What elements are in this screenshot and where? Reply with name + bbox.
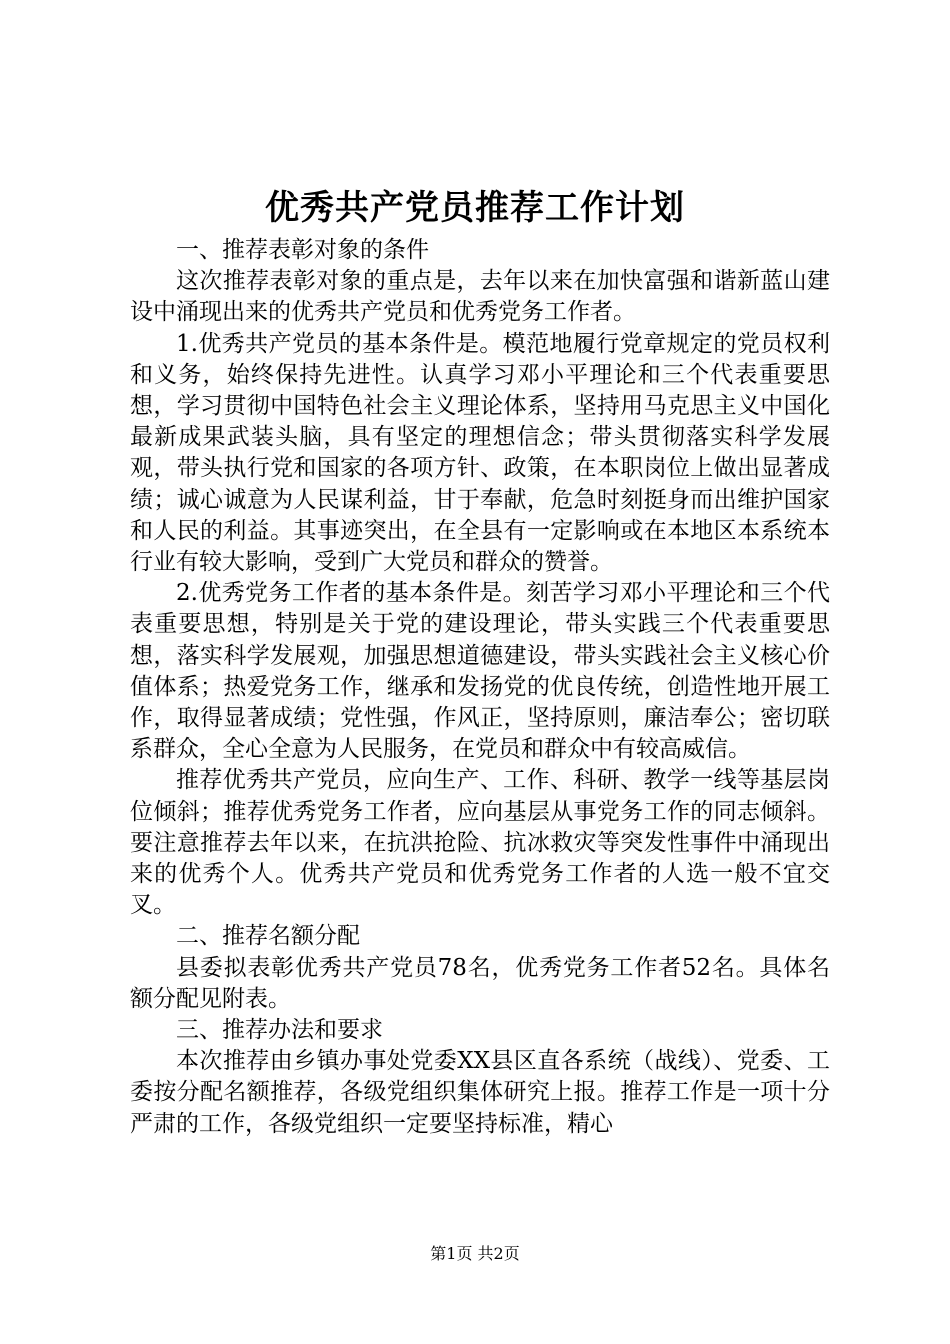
document-body [130, 235, 830, 1140]
section-heading-conditions: 一、推荐表彰对象的条件 [176, 237, 429, 263]
paragraph-method: 本次推荐由乡镇办事处党委XX县区直各系统（战线）、党委、工委按分配名额推荐，各级党组织集体研究上报。推荐工作是一项十分严肃的工作，各级党组织一定要坚持标准，精心 [130, 1048, 830, 1137]
paragraph-recommendation-focus: 推荐优秀共产党员，应向生产、工作、科研、教学一线等基层岗位倾斜；推荐优秀党务工作者，应向基层从事党务工作的同志倾斜。要注意推荐去年以来，在抗洪抢险、抗冰救灾等突发性事件中涌现出来的优秀个人。优秀共产党员和优秀党务工作者的人选一般不宜交叉。 [130, 767, 830, 919]
paragraph-focus: 这次推荐表彰对象的重点是，去年以来在加快富强和谐新蓝山建设中涌现出来的优秀共产党员和优秀党务工作者。 [130, 268, 830, 326]
paragraph-party-worker-conditions: 2.优秀党务工作者的基本条件是。刻苦学习邓小平理论和三个代表重要思想，特别是关于党的建设理论，带头实践三个代表重要思想，落实科学发展观，加强思想道德建设，带头实践社会主义核心价值体系；热爱党务工作，继承和发扬党的优良传统，创造性地开展工作，取得显著成绩；党性强，作风正，坚持原则，廉洁奉公；密切联系群众，全心全意为人民服务，在党员和群众中有较高威信。 [130, 580, 830, 763]
paragraph-quota: 县委拟表彰优秀共产党员78名，优秀党务工作者52名。具体名额分配见附表。 [130, 954, 830, 1012]
page-title: 优秀共产党员推荐工作计划 [265, 188, 685, 228]
section-heading-quota: 二、推荐名额分配 [176, 923, 360, 950]
section-heading-method: 三、推荐办法和要求 [176, 1017, 383, 1044]
page-number-footer: 第1页 共2页 [430, 1244, 520, 1263]
paragraph-party-member-conditions: 1.优秀共产党员的基本条件是。模范地履行党章规定的党员权利和义务，始终保持先进性。认真学习邓小平理论和三个代表重要思想，学习贯彻中国特色社会主义理论体系，坚持用马克思主义中国化最新成果武装头脑，具有坚定的理想信念；带头贯彻落实科学发展观，带头执行党和国家的各项方针、政策，在本职岗位上做出显著成绩；诚心诚意为人民谋利益，甘于奉献，危急时刻挺身而出维护国家和人民的利益。其事迹突出，在全县有一定影响或在本地区本系统本行业有较大影响，受到广大党员和群众的赞誉。 [130, 330, 830, 576]
